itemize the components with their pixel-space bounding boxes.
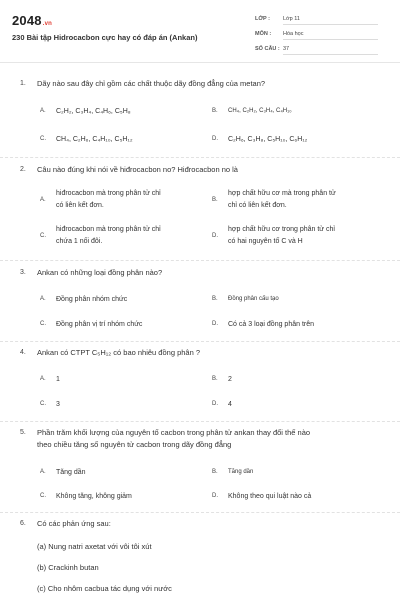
option-text: Đồng phân nhóm chức [56, 296, 128, 303]
question-text-line: theo chiều tăng số nguyên tử cacbon trong dãy đồng đẳng [37, 440, 232, 449]
meta-value: Hóa học [283, 31, 378, 40]
option-text: Tăng dần [228, 469, 254, 475]
logo-suffix: .vn [42, 21, 53, 27]
divider [0, 512, 400, 513]
option-letter: D. [212, 401, 218, 407]
meta-label: MÔN : [255, 31, 272, 37]
option-text: Có cả 3 loại đồng phân trên [228, 321, 315, 328]
document-header [0, 0, 400, 63]
option-text-line: hợp chất hữu cơ trong phân tử chỉ [228, 226, 335, 233]
divider [0, 157, 400, 158]
question-text-line: Phần trăm khối lượng của nguyên tố cacbon trong phân tử ankan thay đổi thế nào [37, 428, 311, 437]
option-text-line: chứa 1 nối đôi. [56, 238, 103, 245]
option-text: 2 [228, 376, 232, 383]
reaction-item: (a) Nung natri axetat với vôi tôi xút [37, 542, 152, 551]
option-letter: B. [212, 197, 218, 203]
option-letter: A. [40, 108, 46, 114]
question-number: 6. [20, 520, 26, 527]
option-text: CH₄, C₂H₆, C₄H₁₀, C₅H₁₂ [56, 136, 133, 143]
option-text: C₂H₆, C₃H₈, C₅H₁₀, C₆H₁₂ [228, 136, 308, 143]
option-text: C₂H₂, C₃H₄, C₄H₆, C₅H₈ [56, 108, 131, 115]
option-letter: C. [40, 233, 46, 239]
option-text: 4 [228, 401, 232, 408]
question-number: 2. [20, 166, 26, 173]
option-text: 1 [56, 376, 60, 383]
site-logo[interactable] [12, 13, 52, 28]
question-number: 1. [20, 80, 26, 87]
option-text: Đồng phân cấu tạo [228, 296, 279, 302]
option-letter: D. [212, 321, 218, 327]
option-letter: B. [212, 469, 218, 475]
option-text: Không theo qui luật nào cả [228, 493, 312, 500]
option-text: Tăng dần [56, 469, 86, 476]
question-number: 4. [20, 349, 26, 356]
option-letter: D. [212, 233, 218, 239]
option-letter: D. [212, 136, 218, 142]
divider [0, 341, 400, 342]
option-letter: B. [212, 108, 218, 114]
meta-value: Lớp 11 [283, 16, 378, 25]
option-letter: C. [40, 493, 46, 499]
question-text: Có các phản ứng sau: [37, 519, 111, 528]
question-text: Ankan có những loại đồng phân nào? [37, 268, 163, 277]
option-letter: B. [212, 296, 218, 302]
option-text: CH₄, C₂H₂, C₃H₄, C₄H₁₀ [228, 108, 292, 114]
meta-label: LỚP : [255, 16, 270, 22]
reaction-item: (b) Crackinh butan [37, 563, 99, 572]
document-title: 230 Bài tập Hidrocacbon cực hay có đáp án (Ankan) [12, 33, 198, 42]
option-letter: B. [212, 376, 218, 382]
option-text-line: hiđrocacbon mà trong phân tử chỉ [56, 190, 161, 197]
option-text-line: có liên kết đơn. [56, 202, 104, 209]
logo-text: 2048 [12, 13, 42, 28]
divider [0, 260, 400, 261]
option-letter: A. [40, 197, 46, 203]
meta-label: SỐ CÂU : [255, 46, 280, 52]
question-text: Câu nào đúng khi nói về hiđrocacbon no? Hiđrocacbon no là [37, 165, 238, 174]
option-text: Đồng phân vị trí nhóm chức [56, 321, 143, 328]
option-text-line: có hai nguyên tố C và H [228, 238, 303, 245]
question-text: Dãy nào sau đây chỉ gồm các chất thuộc dãy đồng đẳng của metan? [37, 79, 266, 88]
divider [0, 421, 400, 422]
option-text-line: hiđrocacbon mà trong phân tử chỉ [56, 226, 161, 233]
question-text: Ankan có CTPT C₅H₁₂ có bao nhiêu đồng phân ? [37, 348, 201, 357]
question-number: 3. [20, 269, 26, 276]
option-text-line: chỉ có liên kết đơn. [228, 202, 287, 209]
option-letter: A. [40, 469, 46, 475]
question-number: 5. [20, 429, 26, 436]
option-letter: A. [40, 296, 46, 302]
option-letter: D. [212, 493, 218, 499]
option-letter: A. [40, 376, 46, 382]
reaction-item: (c) Cho nhôm cacbua tác dụng với nước [37, 584, 172, 593]
option-text-line: hợp chất hữu cơ mà trong phân tử [228, 190, 336, 197]
meta-value: 37 [283, 46, 378, 55]
option-letter: C. [40, 321, 46, 327]
option-letter: C. [40, 401, 46, 407]
option-text: Không tăng, không giảm [56, 493, 132, 500]
option-letter: C. [40, 136, 46, 142]
option-text: 3 [56, 401, 60, 408]
